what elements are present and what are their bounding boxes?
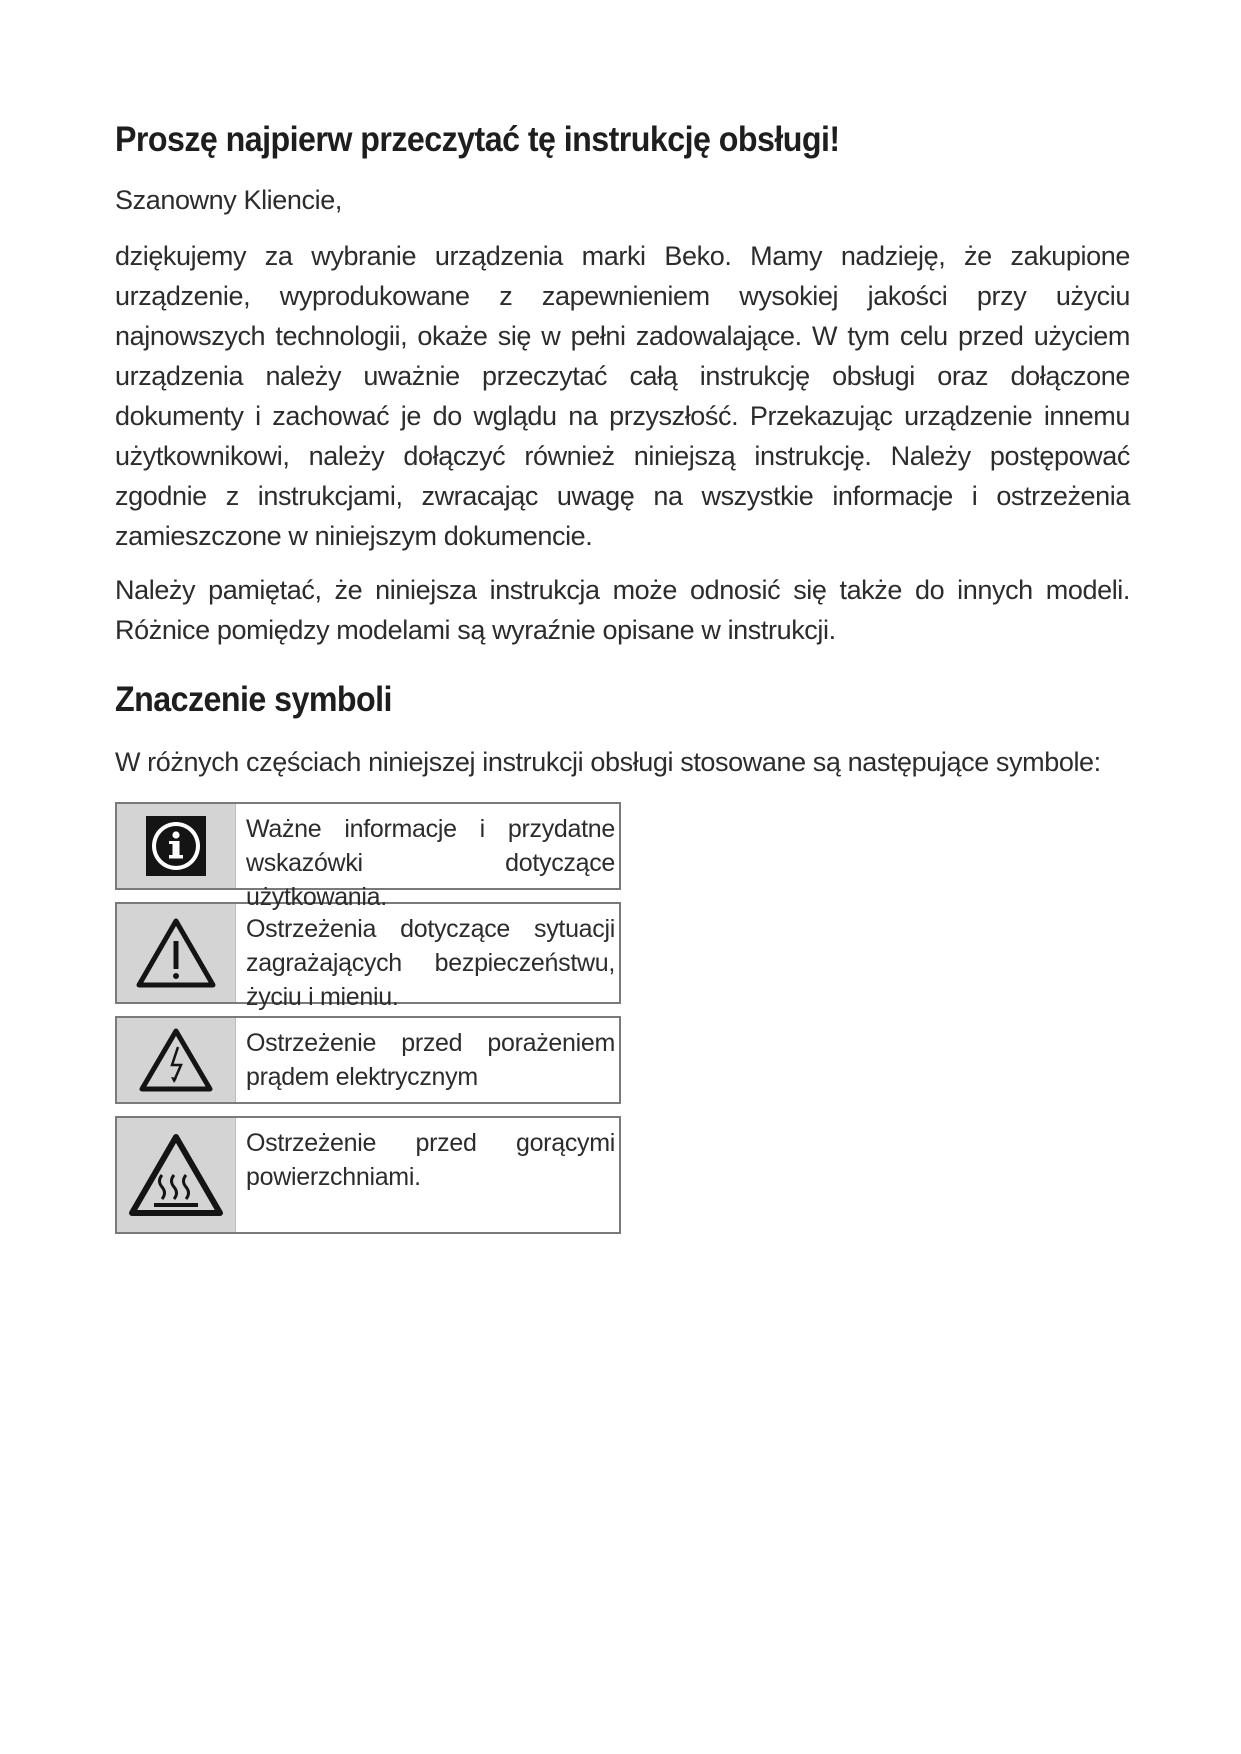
warning-icon: [117, 904, 236, 1002]
symbol-text-warning: Ostrzeżenia dotyczące sytuacji zagrażających bezpieczeństwu, życiu i mieniu.: [246, 915, 615, 1011]
symbols-section-title: Znaczenie symboli: [115, 680, 392, 719]
symbols-intro: W różnych częściach niniejszej instrukcji obsługi stosowane są następujące symbole:: [115, 747, 1101, 777]
symbol-list: [115, 802, 621, 1234]
symbol-text-info: Ważne informacje i przydatne wskazówki dotyczące użytkowania.: [246, 815, 615, 911]
symbol-text-electric: Ostrzeżenie przed porażeniem prądem elektrycznym: [246, 1029, 615, 1091]
symbol-row-info: [115, 802, 621, 911]
electric-shock-icon: [117, 1018, 236, 1102]
models-note-paragraph: Należy pamiętać, że niniejsza instrukcja może odnosić się także do innych modeli. Różnice pomiędzy modelami są wyraźnie opisane w instrukcji.: [115, 575, 1130, 645]
symbol-row-electric: [115, 1016, 621, 1104]
symbol-row-warning: [115, 902, 621, 1011]
info-icon: [117, 804, 236, 888]
salutation: Szanowny Kliencie,: [115, 185, 342, 215]
symbol-text-hot-surface: Ostrzeżenie przed gorącymi powierzchniami.: [246, 1129, 615, 1191]
page-title: Proszę najpierw przeczytać tę instrukcję obsługi!: [115, 120, 840, 159]
hot-surface-icon: [117, 1118, 236, 1232]
document-page: [115, 120, 1130, 1246]
symbol-row-hot-surface: [115, 1116, 621, 1234]
intro-paragraph: dziękujemy za wybranie urządzenia marki Beko. Mamy nadzieję, że zakupione urządzenie, wyprodukowane z zapewnieniem wysokiej jakości przy użyciu najnowszych technologii, okaże się w pełni zadowalające. W tym celu przed użyciem urządzenia należy uważnie przeczytać całą instrukcję obsługi oraz dołączone dokumenty i zachować je do wglądu na przyszłość. Przekazując urządzenie innemu użytkownikowi, należy dołączyć również niniejszą instrukcję. Należy postępować zgodnie z instrukcjami, zwracając uwagę na wszystkie informacje i ostrzeżenia zamieszczone w niniejszym dokumencie.: [115, 241, 1130, 551]
